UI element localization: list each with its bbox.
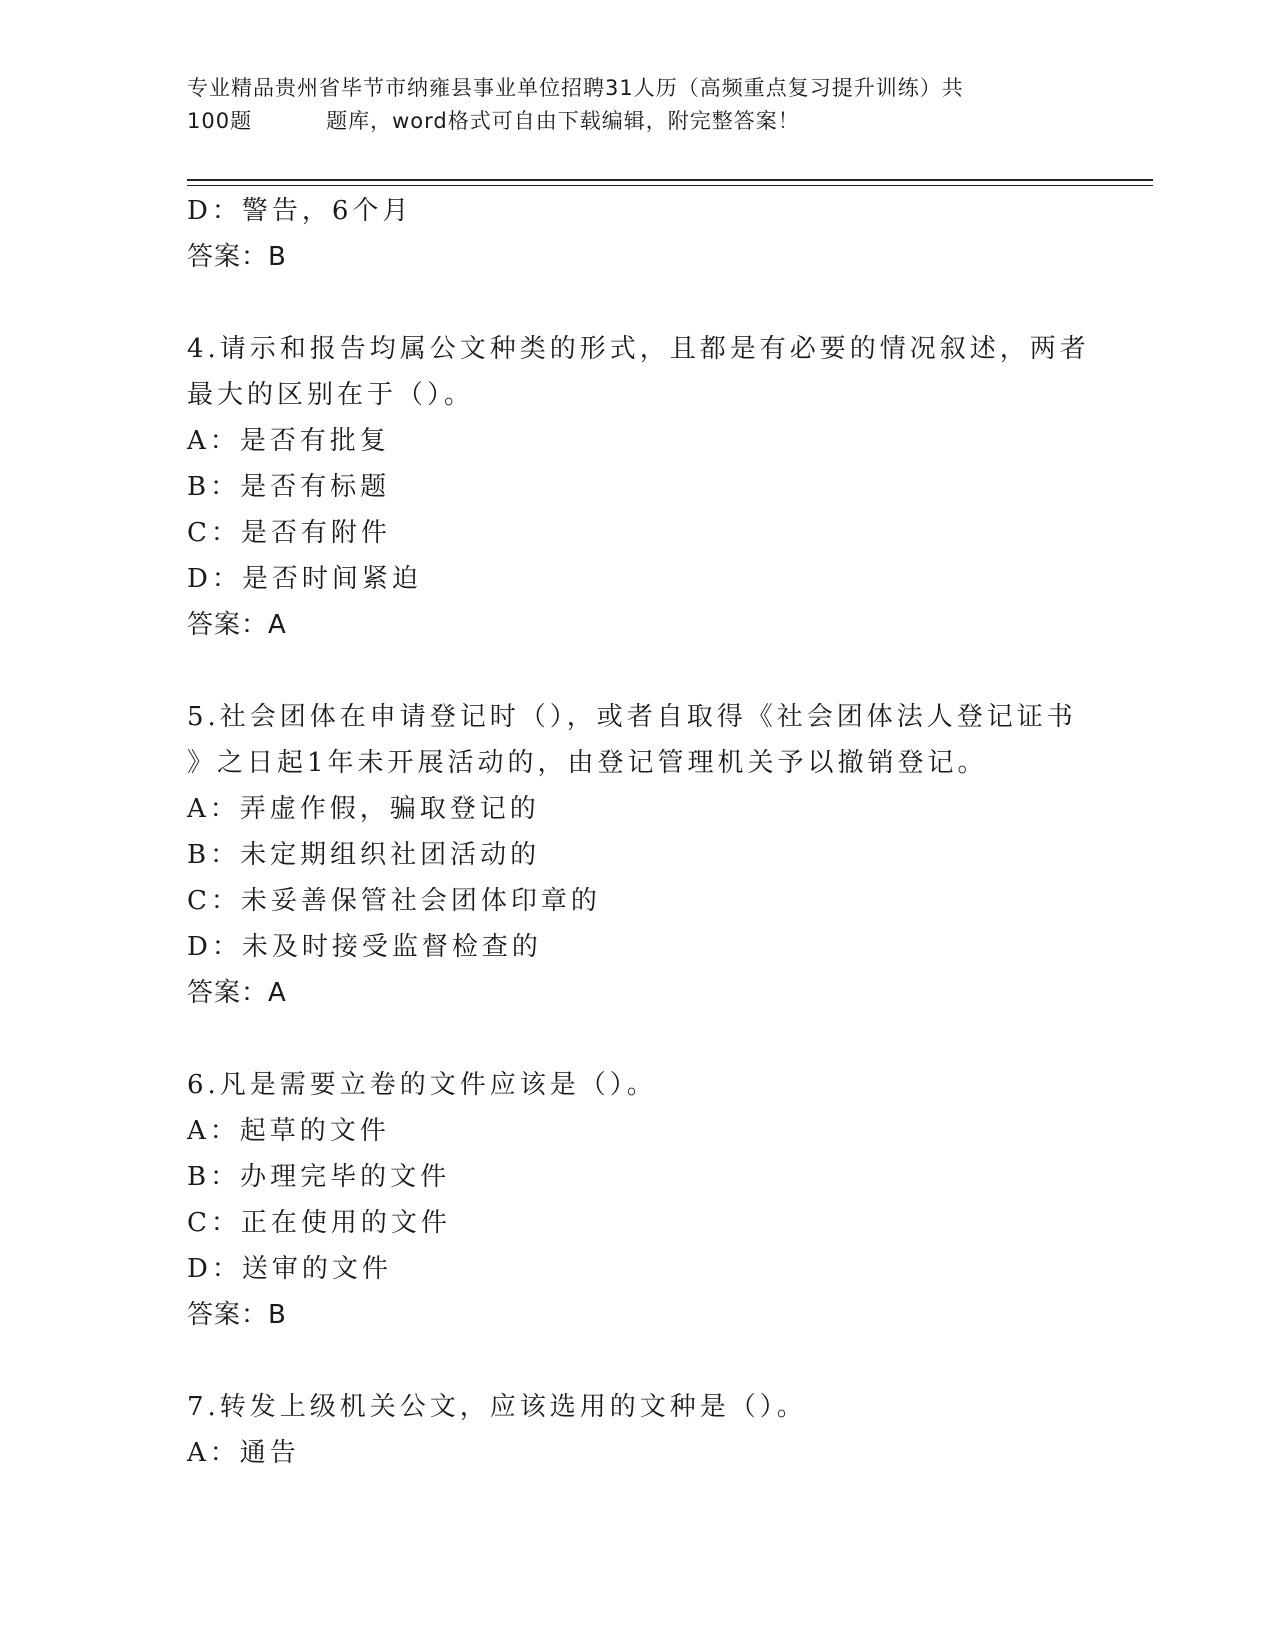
question-stem-continued: 》之日起1年未开展活动的，由登记管理机关予以撤销登记。 (187, 748, 988, 778)
question-stem-continued: 最大的区别在于（）。 (187, 380, 475, 410)
option-a: A：弄虚作假，骗取登记的 (187, 794, 540, 824)
option-b: B：是否有标题 (187, 472, 391, 502)
question-7 (187, 1384, 1087, 1476)
header-title-line1: 专业精品贵州省毕节市纳雍县事业单位招聘31人历（高频重点复习提升训练）共 (187, 76, 964, 100)
answer: 答案：A (187, 978, 287, 1008)
option-a: A：起草的文件 (187, 1116, 390, 1146)
header-question-count: 100题 (187, 109, 253, 133)
option-c: C：未妥善保管社会团体印章的 (187, 886, 601, 916)
option-d: D：未及时接受监督检查的 (187, 932, 542, 962)
question-5 (187, 694, 1087, 1016)
option-c: C：正在使用的文件 (187, 1208, 451, 1238)
question-3-tail (187, 188, 1087, 280)
header-divider-thick (187, 179, 1153, 181)
option-c: C：是否有附件 (187, 518, 391, 548)
answer: 答案：B (187, 1300, 287, 1330)
page-header (187, 72, 1087, 138)
question-6 (187, 1062, 1087, 1338)
question-4 (187, 326, 1090, 648)
header-description: 题库，word格式可自由下载编辑，附完整答案！ (326, 109, 800, 133)
question-stem: 7.转发上级机关公文，应该选用的文种是（）。 (187, 1392, 807, 1422)
option-d: D：是否时间紧迫 (187, 564, 422, 594)
question-stem: 5.社会团体在申请登记时（），或者自取得《社会团体法人登记证书 (187, 702, 1077, 732)
option-b: B：办理完毕的文件 (187, 1162, 451, 1192)
question-stem: 6.凡是需要立卷的文件应该是（）。 (187, 1070, 657, 1100)
option-d: D：警告，6个月 (187, 196, 413, 226)
option-a: A：通告 (187, 1438, 300, 1468)
question-stem: 4.请示和报告均属公文种类的形式，且都是有必要的情况叙述，两者 (187, 334, 1090, 364)
answer: 答案：A (187, 610, 287, 640)
answer: 答案：B (187, 242, 287, 272)
option-a: A：是否有批复 (187, 426, 390, 456)
header-title-line2 (187, 105, 1087, 138)
option-b: B：未定期组织社团活动的 (187, 840, 541, 870)
header-divider-thin (187, 185, 1153, 186)
question-list (187, 188, 1090, 1476)
option-d: D：送审的文件 (187, 1254, 392, 1284)
